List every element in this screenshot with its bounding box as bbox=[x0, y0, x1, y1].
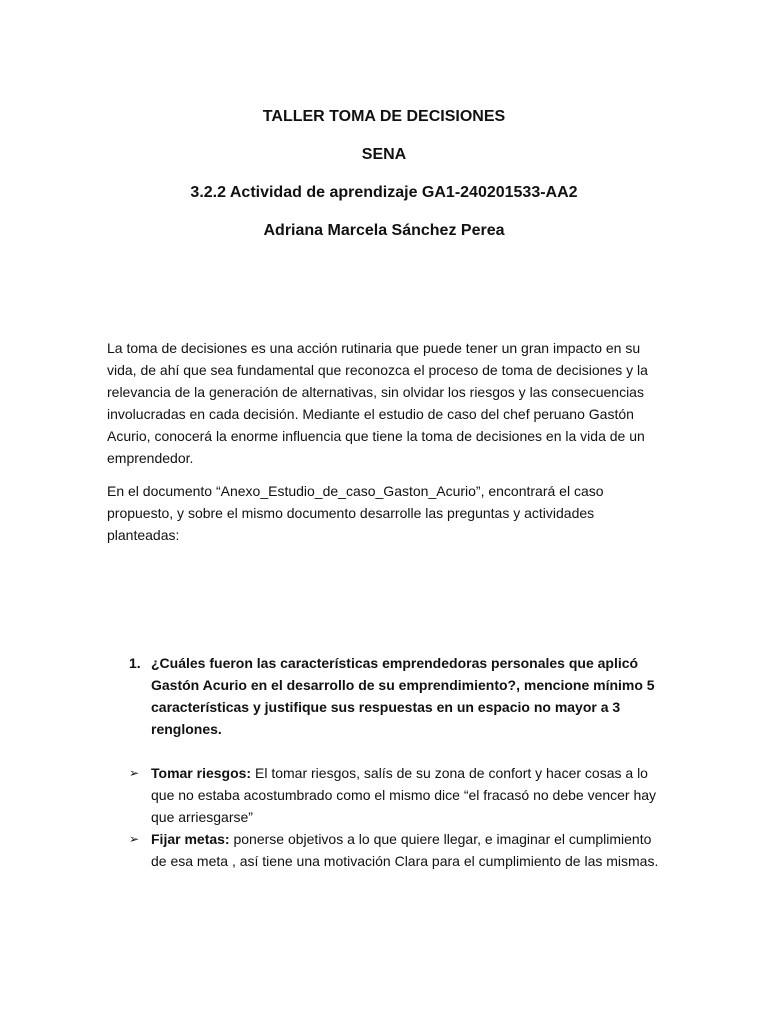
list-item bbox=[129, 762, 669, 828]
question-1 bbox=[129, 652, 669, 740]
document-title: TALLER TOMA DE DECISIONES bbox=[262, 108, 506, 125]
activity-title: 3.2.2 Actividad de aprendizaje GA1-240201533-AA2 bbox=[190, 184, 578, 201]
intro-section bbox=[107, 337, 667, 557]
arrow-bullet-icon: ➢ bbox=[129, 832, 140, 846]
intro-paragraph-1: La toma de decisiones es una acción rutinaria que puede tener un gran impacto en su vida, de ahí que sea fundamental que reconozca el proceso de toma de decisiones y la relevancia de la generación de alternativas, sin olvidar los riesgos y las consecuencias involucradas en cada decisión. Mediante el estudio de caso del chef peruano Gastón Acurio, conocerá la enorme influencia que tiene la toma de decisiones en la vida de un emprendedor. bbox=[107, 340, 648, 466]
list-item-text: ponerse objetivos a lo que quiere llegar, e imaginar el cumplimiento de esa meta , así tiene una motivación Clara para el cumplimiento de las mismas. bbox=[151, 831, 659, 869]
answer-list bbox=[129, 762, 669, 872]
intro-paragraph-2: En el documento “Anexo_Estudio_de_caso_Gaston_Acurio”, encontrará el caso propuesto, y sobre el mismo documento desarrolle las preguntas y actividades planteadas: bbox=[107, 483, 604, 543]
list-item bbox=[129, 828, 669, 872]
author-name: Adriana Marcela Sánchez Perea bbox=[263, 222, 505, 239]
institution-name: SENA bbox=[361, 146, 407, 163]
list-item-text: El tomar riesgos, salís de su zona de confort y hacer cosas a lo que no estaba acostumbrado como el mismo dice “el fracasó no debe vencer hay que arriesgarse” bbox=[151, 765, 657, 825]
title-block bbox=[0, 106, 768, 242]
list-item-term: Fijar metas: bbox=[151, 831, 230, 847]
question-number: 1. bbox=[129, 655, 141, 671]
question-text: ¿Cuáles fueron las características emprendedoras personales que aplicó Gastón Acurio en el desarrollo de su emprendimiento?, mencione mínimo 5 características y justifique sus respuestas en un espacio no mayor a 3 renglones. bbox=[151, 655, 655, 737]
list-item-term: Tomar riesgos: bbox=[151, 765, 252, 781]
arrow-bullet-icon: ➢ bbox=[129, 766, 140, 780]
